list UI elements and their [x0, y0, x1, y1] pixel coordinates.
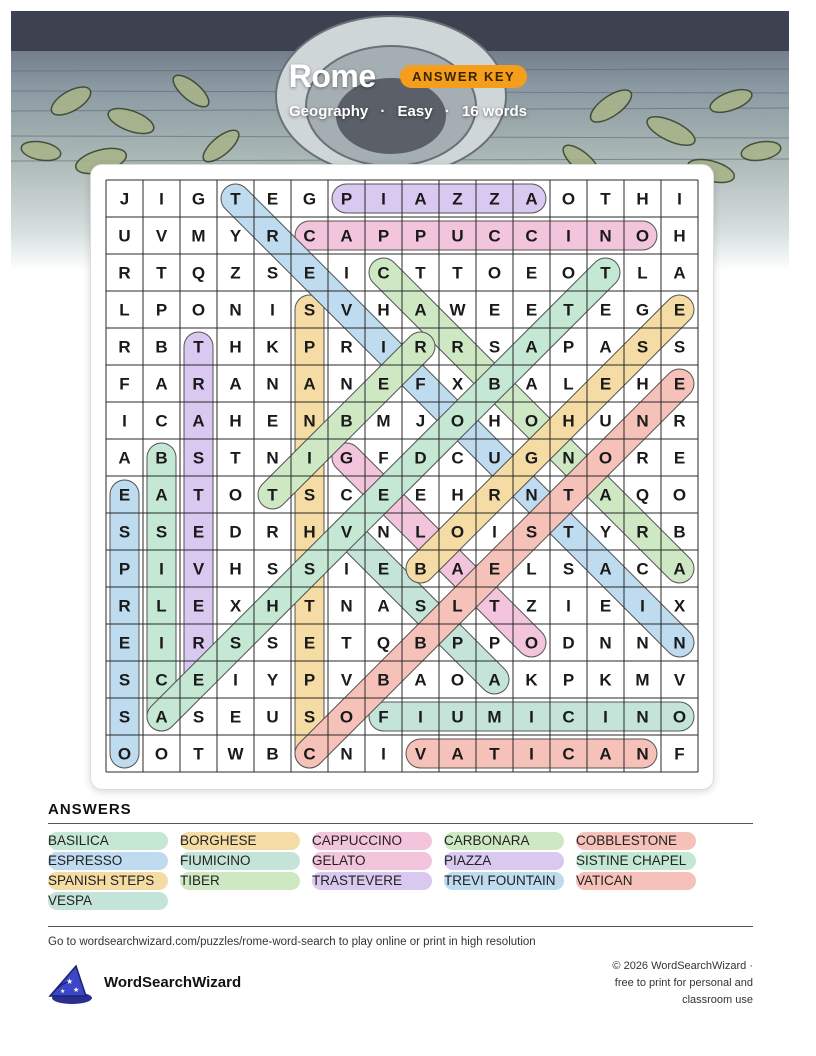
grid-cell-letter: O — [561, 263, 576, 283]
grid-cell-letter: A — [599, 485, 612, 505]
grid-cell-letter: U — [599, 411, 612, 431]
grid-cell-letter: F — [674, 744, 685, 764]
grid-cell-letter: R — [451, 337, 464, 357]
grid-cell-letter: R — [673, 411, 686, 431]
grid-cell-letter: G — [302, 189, 317, 209]
grid-cell-letter: R — [118, 263, 131, 283]
grid-cell-letter: A — [525, 189, 538, 209]
word-search-grid — [91, 165, 713, 789]
answer-item: CAPPUCCINO — [312, 832, 432, 850]
grid-cell-letter: I — [603, 707, 608, 727]
grid-cell-letter: R — [192, 374, 205, 394]
grid-cell-letter: M — [635, 670, 650, 690]
grid-cell-letter: L — [415, 522, 426, 542]
grid-cell-letter: O — [450, 522, 465, 542]
wizard-hat-icon — [46, 962, 94, 1006]
grid-cell-letter: S — [192, 707, 205, 727]
grid-cell-letter: H — [229, 559, 242, 579]
answer-item: VATICAN — [576, 872, 696, 890]
grid-cell-letter: T — [489, 596, 500, 616]
grid-cell-letter: P — [303, 337, 316, 357]
puzzle-meta — [0, 103, 816, 120]
grid-cell-letter: A — [599, 337, 612, 357]
grid-cell-letter: O — [524, 411, 539, 431]
grid-cell-letter: S — [636, 337, 649, 357]
grid-cell-letter: X — [451, 374, 464, 394]
grid-cell-letter: C — [562, 707, 575, 727]
grid-cell-letter: I — [529, 707, 534, 727]
page-title: Rome — [288, 58, 376, 94]
answer-item: TRASTEVERE — [312, 872, 432, 890]
grid-cell-letter: Q — [376, 633, 391, 653]
grid-cell-letter: P — [414, 226, 427, 246]
grid-cell-letter: F — [378, 707, 389, 727]
grid-cell-letter: H — [266, 596, 279, 616]
grid-cell-letter: T — [341, 633, 352, 653]
grid-cell-letter: C — [155, 411, 168, 431]
grid-cell-letter: S — [118, 707, 131, 727]
answer-item: CARBONARA — [444, 832, 564, 850]
grid-cell-letter: Z — [526, 596, 537, 616]
grid-cell-letter: I — [529, 744, 534, 764]
grid-cell-letter: C — [303, 226, 316, 246]
grid-cell-letter: A — [414, 300, 427, 320]
grid-cell-letter: A — [340, 226, 353, 246]
grid-cell-letter: I — [233, 670, 238, 690]
grid-cell-letter: C — [451, 448, 464, 468]
grid-cell-letter: E — [377, 374, 390, 394]
grid-cell-letter: N — [636, 633, 649, 653]
grid-cell-letter: I — [307, 448, 312, 468]
grid-cell-letter: G — [635, 300, 650, 320]
grid-cell-letter: N — [636, 707, 649, 727]
grid-cell-letter: I — [159, 633, 164, 653]
grid-cell-letter: O — [154, 744, 169, 764]
grid-cell-letter: P — [377, 226, 390, 246]
grid-cell-letter: E — [118, 485, 131, 505]
grid-cell-letter: Y — [266, 670, 279, 690]
grid-cell-letter: S — [155, 522, 168, 542]
grid-cell-letter: O — [117, 744, 132, 764]
grid-cell-letter: O — [191, 300, 206, 320]
wizard-hat-logo — [46, 962, 94, 1006]
answer-item: FIUMICINO — [180, 852, 300, 870]
grid-cell-letter: H — [377, 300, 390, 320]
grid-cell-letter: S — [303, 485, 316, 505]
grid-cell-letter: O — [672, 707, 687, 727]
grid-cell-letter: R — [118, 337, 131, 357]
grid-cell-letter: R — [414, 337, 427, 357]
grid-cell-letter: A — [414, 670, 427, 690]
grid-cell-letter: H — [636, 189, 649, 209]
grid-cell-letter: T — [193, 485, 204, 505]
grid-cell-letter: L — [637, 263, 648, 283]
grid-cell-letter: T — [415, 263, 426, 283]
grid-cell-letter: T — [156, 263, 167, 283]
grid-cell-letter: M — [191, 226, 206, 246]
answer-item: SPANISH STEPS — [48, 872, 168, 890]
grid-cell-letter: T — [452, 263, 463, 283]
grid-cell-letter: M — [487, 707, 502, 727]
grid-cell-letter: S — [266, 263, 279, 283]
grid-cell-letter: N — [377, 522, 390, 542]
grid-cell-letter: H — [451, 485, 464, 505]
grid-cell-letter: E — [118, 633, 131, 653]
grid-cell-letter: A — [599, 559, 612, 579]
grid-cell-letter: I — [159, 189, 164, 209]
grid-cell-letter: H — [488, 411, 501, 431]
grid-cell-letter: G — [524, 448, 539, 468]
grid-cell-letter: G — [191, 189, 206, 209]
grid-cell-letter: T — [193, 744, 204, 764]
grid-cell-letter: Q — [191, 263, 206, 283]
grid-cell-letter: I — [640, 596, 645, 616]
grid-cell-letter: S — [266, 633, 279, 653]
grid-cell-letter: L — [563, 374, 574, 394]
grid-cell-letter: R — [192, 633, 205, 653]
grid-cell-letter: S — [266, 559, 279, 579]
grid-cell-letter: A — [155, 485, 168, 505]
grid-cell-letter: A — [451, 559, 464, 579]
grid-cell-letter: A — [118, 448, 131, 468]
grid-cell-letter: H — [673, 226, 686, 246]
grid-cell-letter: J — [119, 189, 130, 209]
svg-text:★: ★ — [73, 986, 80, 994]
answer-key-badge: ANSWER KEY — [400, 65, 527, 88]
grid-cell-letter: V — [155, 226, 168, 246]
grid-cell-letter: A — [525, 337, 538, 357]
grid-cell-letter: T — [600, 263, 611, 283]
footer-link-text[interactable]: Go to wordsearchwizard.com/puzzles/rome-word-search to play online or print in high resolution — [48, 936, 536, 948]
grid-cell-letter: A — [599, 744, 612, 764]
grid-cell-letter: U — [488, 448, 501, 468]
grid-cell-letter: E — [525, 300, 538, 320]
grid-cell-letter: X — [229, 596, 242, 616]
copyright-line: classroom use — [682, 994, 753, 1006]
grid-cell-letter: A — [488, 670, 501, 690]
grid-cell-letter: P — [340, 189, 353, 209]
grid-cell-letter: C — [377, 263, 390, 283]
grid-cell-letter: N — [266, 448, 279, 468]
puzzle-card — [90, 164, 714, 790]
grid-cell-letter: Z — [452, 189, 463, 209]
answer-item: COBBLESTONE — [576, 832, 696, 850]
meta-separator: · — [380, 103, 386, 120]
grid-cell-letter: N — [599, 226, 612, 246]
grid-cell-letter: E — [303, 263, 316, 283]
grid-cell-letter: S — [673, 337, 686, 357]
grid-cell-letter: E — [673, 374, 686, 394]
grid-cell-letter: C — [488, 226, 501, 246]
grid-cell-letter: H — [229, 337, 242, 357]
grid-cell-letter: S — [192, 448, 205, 468]
grid-cell-letter: H — [229, 411, 242, 431]
grid-cell-letter: H — [303, 522, 316, 542]
grid-cell-letter: F — [415, 374, 426, 394]
grid-cell-letter: L — [156, 596, 167, 616]
grid-cell-letter: I — [381, 744, 386, 764]
grid-cell-letter: N — [599, 633, 612, 653]
grid-cell-letter: E — [525, 263, 538, 283]
grid-cell-letter: S — [488, 337, 501, 357]
grid-cell-letter: N — [525, 485, 538, 505]
grid-cell-letter: C — [340, 485, 353, 505]
grid-cell-letter: I — [418, 707, 423, 727]
grid-cell-letter: C — [636, 559, 649, 579]
grid-cell-letter: I — [122, 411, 127, 431]
grid-cell-letter: I — [566, 596, 571, 616]
grid-cell-letter: I — [344, 559, 349, 579]
grid-cell-letter: V — [414, 744, 427, 764]
grid-cell-letter: E — [303, 633, 316, 653]
grid-cell-letter: H — [562, 411, 575, 431]
grid-cell-letter: C — [303, 744, 316, 764]
grid-cell-letter: I — [381, 189, 386, 209]
grid-cell-letter: U — [451, 226, 464, 246]
grid-cell-letter: E — [599, 374, 612, 394]
grid-cell-letter: A — [229, 374, 242, 394]
grid-cell-letter: Y — [599, 522, 612, 542]
grid-cell-letter: B — [488, 374, 501, 394]
grid-cell-letter: O — [450, 411, 465, 431]
grid-cell-letter: U — [266, 707, 279, 727]
grid-cell-letter: S — [229, 633, 242, 653]
grid-cell-letter: E — [414, 485, 427, 505]
footer-divider — [48, 926, 753, 927]
grid-cell-letter: L — [119, 300, 130, 320]
grid-cell-letter: N — [636, 411, 649, 431]
grid-cell-letter: S — [118, 670, 131, 690]
word-count-label: 16 words — [461, 103, 527, 120]
grid-cell-letter: K — [599, 670, 612, 690]
grid-cell-letter: B — [414, 633, 427, 653]
grid-cell-letter: V — [340, 670, 353, 690]
grid-cell-letter: A — [414, 189, 427, 209]
grid-cell-letter: D — [562, 633, 575, 653]
grid-cell-letter: E — [192, 596, 205, 616]
svg-text:★: ★ — [60, 988, 66, 995]
grid-cell-letter: L — [452, 596, 463, 616]
grid-cell-letter: B — [414, 559, 427, 579]
grid-cell-letter: E — [599, 596, 612, 616]
grid-cell-letter: P — [451, 633, 464, 653]
grid-cell-letter: I — [159, 559, 164, 579]
grid-cell-letter: N — [636, 744, 649, 764]
grid-cell-letter: N — [303, 411, 316, 431]
grid-cell-letter: C — [562, 744, 575, 764]
grid-cell-letter: O — [339, 707, 354, 727]
grid-cell-letter: T — [230, 189, 241, 209]
grid-cell-letter: S — [118, 522, 131, 542]
grid-cell-letter: Q — [635, 485, 650, 505]
grid-cell-letter: V — [340, 522, 353, 542]
grid-cell-letter: E — [377, 559, 390, 579]
grid-cell-letter: E — [599, 300, 612, 320]
grid-cell-letter: O — [487, 263, 502, 283]
grid-cell-letter: F — [119, 374, 130, 394]
brand-name: WordSearchWizard — [104, 974, 242, 991]
grid-cell-letter: O — [450, 670, 465, 690]
grid-cell-letter: L — [526, 559, 537, 579]
grid-cell-letter: N — [340, 374, 353, 394]
copyright-line: © 2026 WordSearchWizard · — [612, 960, 753, 972]
grid-cell-letter: M — [376, 411, 391, 431]
grid-cell-letter: I — [492, 522, 497, 542]
meta-separator: · — [444, 103, 450, 120]
grid-cell-letter: S — [562, 559, 575, 579]
grid-cell-letter: R — [266, 522, 279, 542]
grid-cell-letter: T — [230, 448, 241, 468]
difficulty-label: Easy — [397, 103, 433, 120]
grid-cell-letter: A — [155, 374, 168, 394]
grid-cell-letter: O — [228, 485, 243, 505]
answer-item: ESPRESSO — [48, 852, 168, 870]
grid-cell-letter: S — [303, 707, 316, 727]
grid-cell-letter: K — [266, 337, 279, 357]
grid-cell-letter: R — [118, 596, 131, 616]
grid-cell-letter: S — [414, 596, 427, 616]
answer-item: PIAZZA — [444, 852, 564, 870]
grid-cell-letter: V — [340, 300, 353, 320]
grid-cell-letter: E — [488, 300, 501, 320]
grid-cell-letter: H — [636, 374, 649, 394]
grid-cell-letter: P — [562, 670, 575, 690]
grid-cell-letter: B — [340, 411, 353, 431]
grid-cell-letter: A — [155, 707, 168, 727]
grid-cell-letter: E — [377, 485, 390, 505]
grid-cell-letter: O — [524, 633, 539, 653]
grid-cell-letter: I — [270, 300, 275, 320]
grid-cell-letter: T — [267, 485, 278, 505]
grid-cell-letter: R — [266, 226, 279, 246]
grid-cell-letter: J — [415, 411, 426, 431]
grid-cell-letter: O — [598, 448, 613, 468]
grid-cell-letter: A — [451, 744, 464, 764]
title-row — [0, 58, 816, 95]
grid-cell-letter: S — [303, 300, 316, 320]
grid-cell-letter: P — [562, 337, 575, 357]
answer-item: TREVI FOUNTAIN — [444, 872, 564, 890]
answers-heading: ANSWERS — [48, 801, 132, 818]
grid-cell-letter: T — [563, 522, 574, 542]
grid-cell-letter: C — [525, 226, 538, 246]
grid-cell-letter: P — [303, 670, 316, 690]
grid-cell-letter: T — [489, 744, 500, 764]
grid-cell-letter: E — [266, 189, 279, 209]
grid-cell-letter: O — [635, 226, 650, 246]
grid-cell-letter: E — [673, 448, 686, 468]
grid-cell-letter: N — [562, 448, 575, 468]
grid-cell-letter: V — [192, 559, 205, 579]
grid-cell-letter: O — [561, 189, 576, 209]
grid-cell-letter: A — [525, 374, 538, 394]
grid-cell-letter: N — [266, 374, 279, 394]
grid-cell-letter: Z — [230, 263, 241, 283]
grid-cell-letter: N — [340, 744, 353, 764]
grid-cell-letter: A — [303, 374, 316, 394]
grid-cell-letter: R — [488, 485, 501, 505]
grid-cell-letter: N — [340, 596, 353, 616]
grid-cell-letter: I — [344, 263, 349, 283]
grid-cell-letter: B — [266, 744, 279, 764]
answer-item: BASILICA — [48, 832, 168, 850]
grid-cell-letter: P — [488, 633, 501, 653]
grid-cell-letter: B — [155, 337, 168, 357]
grid-cell-letter: D — [414, 448, 427, 468]
answer-item: BORGHESE — [180, 832, 300, 850]
grid-cell-letter: W — [227, 744, 244, 764]
grid-cell-letter: R — [636, 522, 649, 542]
answer-item: TIBER — [180, 872, 300, 890]
grid-cell-letter: W — [449, 300, 466, 320]
svg-text:★: ★ — [66, 977, 74, 986]
grid-cell-letter: E — [266, 411, 279, 431]
grid-cell-letter: F — [378, 448, 389, 468]
grid-cell-letter: S — [525, 522, 538, 542]
grid-cell-letter: T — [193, 337, 204, 357]
grid-cell-letter: E — [229, 707, 242, 727]
grid-cell-letter: B — [155, 448, 168, 468]
grid-cell-letter: I — [677, 189, 682, 209]
grid-cell-letter: S — [303, 559, 316, 579]
grid-cell-letter: Y — [229, 226, 242, 246]
grid-cell-letter: R — [340, 337, 353, 357]
grid-cell-letter: T — [600, 189, 611, 209]
grid-cell-letter: V — [673, 670, 686, 690]
grid-cell-letter: U — [451, 707, 464, 727]
grid-cell-letter: X — [673, 596, 686, 616]
grid-cell-letter: P — [155, 300, 168, 320]
answers-divider — [48, 823, 753, 824]
grid-cell-letter: T — [563, 485, 574, 505]
grid-cell-letter: N — [229, 300, 242, 320]
category-label: Geography — [289, 103, 369, 120]
grid-cell-letter: E — [488, 559, 501, 579]
grid-cell-letter: K — [525, 670, 538, 690]
grid-cell-letter: B — [377, 670, 390, 690]
grid-cell-letter: E — [673, 300, 686, 320]
grid-cell-letter: P — [118, 559, 131, 579]
grid-cell-letter: I — [566, 226, 571, 246]
grid-cell-letter: R — [636, 448, 649, 468]
grid-cell-letter: O — [672, 485, 687, 505]
answer-item: SISTINE CHAPEL — [576, 852, 696, 870]
grid-cell-letter: T — [304, 596, 315, 616]
grid-cell-letter: A — [673, 263, 686, 283]
grid-cell-letter: U — [118, 226, 131, 246]
answer-item: VESPA — [48, 892, 168, 910]
grid-cell-letter: A — [192, 411, 205, 431]
grid-cell-letter: E — [192, 670, 205, 690]
grid-cell-letter: T — [563, 300, 574, 320]
grid-cell-letter: E — [192, 522, 205, 542]
answer-item: GELATO — [312, 852, 432, 870]
copyright-line: free to print for personal and — [614, 977, 753, 989]
grid-cell-letter: N — [673, 633, 686, 653]
copyright-notice — [573, 958, 753, 1009]
grid-cell-letter: A — [673, 559, 686, 579]
grid-cell-letter: C — [155, 670, 168, 690]
grid-cell-letter: I — [381, 337, 386, 357]
grid-cell-letter: G — [339, 448, 354, 468]
grid-cell-letter: Z — [489, 189, 500, 209]
grid-cell-letter: B — [673, 522, 686, 542]
answers-list — [48, 832, 753, 916]
grid-cell-letter: D — [229, 522, 242, 542]
grid-cell-letter: A — [377, 596, 390, 616]
